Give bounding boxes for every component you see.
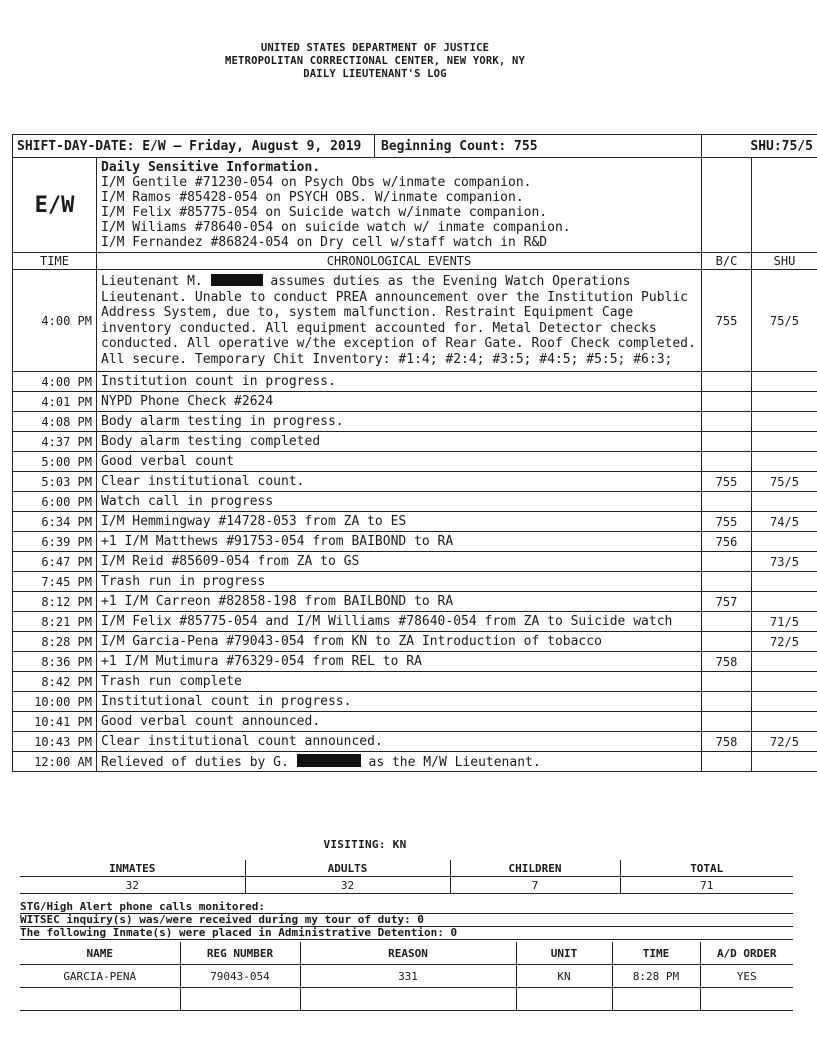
entry-shu: 72/5	[752, 732, 817, 752]
entry-shu	[752, 392, 817, 412]
visiting-value: 7	[450, 877, 620, 894]
entry-time: 4:37 PM	[13, 432, 97, 452]
admin-row	[20, 988, 793, 1011]
last-entry-row	[13, 752, 817, 772]
event-row	[13, 532, 817, 552]
visiting-value: 32	[20, 877, 245, 894]
entry-time: 4:01 PM	[13, 392, 97, 412]
entry-shu: 75/5	[752, 270, 817, 372]
entry-text: I/M Hemmingway #14728-053 from ZA to ES	[97, 512, 702, 532]
redaction-box	[297, 754, 361, 767]
entry-time: 8:42 PM	[13, 672, 97, 692]
entry-bc	[702, 752, 752, 772]
entry-shu	[752, 432, 817, 452]
facility-title: METROPOLITAN CORRECTIONAL CENTER, NEW YORK, NY	[225, 55, 525, 67]
tour-notes	[20, 901, 793, 940]
entry-text: +1 I/M Carreon #82858-198 from BAILBOND to RA	[97, 592, 702, 612]
entry-bc: 757	[702, 592, 752, 612]
entry-text-end: assumes duties as the Evening Watch Operations Lieutenant. Unable to conduct PREA announcement over the Institution Public Address System, due to, system malfunction. Restraint Equipment Cage inventory conducted. All equipment accounted for. Metal Detector checks conducted. All operative w/the exception of Rear Gate. Roof Check completed. All secure. Temporary Chit Inventory: #1:4; #2:4; #3:5; #4:5; #5:5; #6:3;	[101, 274, 696, 367]
entry-bc	[702, 392, 752, 412]
event-row	[13, 432, 817, 452]
entry-shu	[752, 532, 817, 552]
visiting-title: VISITING: KN	[323, 838, 407, 851]
admin-cell	[700, 988, 793, 1011]
visiting-header: INMATES	[20, 860, 245, 877]
entry-text: +1 I/M Mutimura #76329-054 from REL to RA	[97, 652, 702, 672]
entry-bc: 758	[702, 652, 752, 672]
entry-text: Clear institutional count announced.	[97, 732, 702, 752]
log-title: DAILY LIEUTENANT'S LOG	[303, 68, 447, 80]
event-row	[13, 552, 817, 572]
admin-cell: YES	[700, 965, 793, 988]
entry-text-start: Lieutenant M.	[101, 274, 203, 289]
entry-text: Body alarm testing in progress.	[97, 412, 702, 432]
entry-time: 5:00 PM	[13, 452, 97, 472]
sensitive-info	[97, 158, 702, 253]
entry-bc: 755	[702, 472, 752, 492]
watch-label: E/W	[13, 158, 97, 253]
entry-bc	[702, 432, 752, 452]
entry-bc	[702, 632, 752, 652]
admin-header: TIME	[612, 942, 700, 965]
shift-row	[13, 135, 817, 158]
admin-cell: GARCIA-PENA	[20, 965, 180, 988]
entry-text	[97, 752, 702, 772]
column-header-row	[13, 253, 817, 270]
entry-time: 8:36 PM	[13, 652, 97, 672]
time-column-header: TIME	[13, 253, 97, 270]
entry-time: 6:34 PM	[13, 512, 97, 532]
sensitive-line: I/M Ramos #85428-054 on PSYCH OBS. W/inmate companion.	[101, 190, 524, 205]
admin-header: UNIT	[516, 942, 612, 965]
first-entry-row	[13, 270, 817, 372]
entry-text: NYPD Phone Check #2624	[97, 392, 702, 412]
entry-shu: 75/5	[752, 472, 817, 492]
entry-shu	[752, 372, 817, 392]
entry-shu: 71/5	[752, 612, 817, 632]
entry-time: 8:28 PM	[13, 632, 97, 652]
redaction-box	[211, 274, 263, 286]
entry-time: 4:08 PM	[13, 412, 97, 432]
entry-time: 10:43 PM	[13, 732, 97, 752]
entry-text: +1 I/M Matthews #91753-054 from BAIBOND to RA	[97, 532, 702, 552]
admin-detention-note: The following Inmate(s) were placed in Administrative Detention: 0	[20, 927, 793, 940]
visiting-value: 71	[620, 877, 793, 894]
event-row	[13, 572, 817, 592]
entry-text: Good verbal count	[97, 452, 702, 472]
entry-time: 4:00 PM	[13, 372, 97, 392]
entry-text: Institution count in progress.	[97, 372, 702, 392]
event-row	[13, 712, 817, 732]
event-row	[13, 732, 817, 752]
sensitive-line: I/M Felix #85775-054 on Suicide watch w/inmate companion.	[101, 205, 548, 220]
event-row	[13, 652, 817, 672]
admin-header-row	[20, 942, 793, 965]
entry-shu: 72/5	[752, 632, 817, 652]
log-table	[12, 134, 817, 772]
entry-shu	[752, 452, 817, 472]
entry-bc	[702, 712, 752, 732]
entry-time: 7:45 PM	[13, 572, 97, 592]
entry-text: Trash run complete	[97, 672, 702, 692]
entry-shu	[752, 692, 817, 712]
entry-bc	[702, 692, 752, 712]
entry-text-end: as the M/W Lieutenant.	[368, 754, 541, 770]
visiting-value-row	[20, 877, 793, 894]
bc-column-header: B/C	[702, 253, 752, 270]
entry-shu	[752, 492, 817, 512]
entry-text: Trash run in progress	[97, 572, 702, 592]
admin-cell: 79043-054	[180, 965, 300, 988]
visiting-header: CHILDREN	[450, 860, 620, 877]
event-row	[13, 692, 817, 712]
department-title: UNITED STATES DEPARTMENT OF JUSTICE	[260, 42, 490, 54]
event-row	[13, 392, 817, 412]
shu-column-header: SHU	[752, 253, 817, 270]
sensitive-row	[13, 158, 817, 253]
event-row	[13, 632, 817, 652]
event-rows	[13, 372, 817, 752]
admin-detention-table	[20, 942, 793, 1011]
entry-bc	[702, 552, 752, 572]
entry-text: Institutional count in progress.	[97, 692, 702, 712]
entry-text: Watch call in progress	[97, 492, 702, 512]
entry-shu	[752, 412, 817, 432]
shu-count: SHU:75/5	[702, 135, 817, 158]
entry-text	[97, 270, 702, 372]
admin-cell	[180, 988, 300, 1011]
entry-text: Good verbal count announced.	[97, 712, 702, 732]
admin-header: REG NUMBER	[180, 942, 300, 965]
admin-cell: 8:28 PM	[612, 965, 700, 988]
entry-time: 10:00 PM	[13, 692, 97, 712]
entry-time: 8:12 PM	[13, 592, 97, 612]
entry-bc: 756	[702, 532, 752, 552]
document-header	[0, 42, 750, 81]
entry-time: 10:41 PM	[13, 712, 97, 732]
witsec-note: WITSEC inquiry(s) was/were received during my tour of duty: 0	[20, 914, 793, 927]
entry-bc	[702, 492, 752, 512]
shift-day-date: SHIFT-DAY-DATE: E/W – Friday, August 9, 2019	[13, 135, 375, 158]
entry-time: 8:21 PM	[13, 612, 97, 632]
event-row	[13, 492, 817, 512]
admin-cell: 331	[300, 965, 516, 988]
entry-text: I/M Felix #85775-054 and I/M Williams #78640-054 from ZA to Suicide watch	[97, 612, 702, 632]
admin-row	[20, 965, 793, 988]
admin-header: REASON	[300, 942, 516, 965]
event-row	[13, 452, 817, 472]
sensitive-line: I/M Wiliams #78640-054 on suicide watch w/ inmate companion.	[101, 220, 571, 235]
admin-cell	[612, 988, 700, 1011]
entry-shu: 73/5	[752, 552, 817, 572]
sensitive-line: I/M Gentile #71230-054 on Psych Obs w/inmate companion.	[101, 175, 532, 190]
entry-bc	[702, 612, 752, 632]
entry-bc: 755	[702, 270, 752, 372]
beginning-count: Beginning Count: 755	[375, 135, 702, 158]
entry-time: 12:00 AM	[13, 752, 97, 772]
admin-cell	[20, 988, 180, 1011]
event-row	[13, 412, 817, 432]
entry-bc	[702, 452, 752, 472]
event-row	[13, 612, 817, 632]
entry-time: 6:47 PM	[13, 552, 97, 572]
entry-shu	[752, 572, 817, 592]
entry-time: 5:03 PM	[13, 472, 97, 492]
entry-bc	[702, 412, 752, 432]
admin-cell: KN	[516, 965, 612, 988]
entry-bc: 758	[702, 732, 752, 752]
entry-text: Clear institutional count.	[97, 472, 702, 492]
event-row	[13, 372, 817, 392]
event-row	[13, 512, 817, 532]
entry-bc: 755	[702, 512, 752, 532]
admin-header: NAME	[20, 942, 180, 965]
entry-shu	[752, 712, 817, 732]
entry-bc	[702, 572, 752, 592]
stg-note: STG/High Alert phone calls monitored:	[20, 901, 793, 914]
sensitive-line: I/M Fernandez #86824-054 on Dry cell w/staff watch in R&D	[101, 235, 548, 250]
admin-cell	[516, 988, 612, 1011]
visiting-header: TOTAL	[620, 860, 793, 877]
event-row	[13, 592, 817, 612]
visiting-table	[20, 860, 793, 894]
entry-time: 6:39 PM	[13, 532, 97, 552]
entry-shu	[752, 672, 817, 692]
event-row	[13, 672, 817, 692]
events-column-header: CHRONOLOGICAL EVENTS	[97, 253, 702, 270]
sensitive-title: Daily Sensitive Information.	[101, 160, 321, 175]
entry-bc	[702, 672, 752, 692]
visiting-header: ADULTS	[245, 860, 450, 877]
entry-text: I/M Reid #85609-054 from ZA to GS	[97, 552, 702, 572]
entry-bc	[702, 372, 752, 392]
entry-text: I/M Garcia-Pena #79043-054 from KN to ZA Introduction of tobacco	[97, 632, 702, 652]
admin-cell	[300, 988, 516, 1011]
entry-text: Body alarm testing completed	[97, 432, 702, 452]
entry-shu: 74/5	[752, 512, 817, 532]
entry-text-start: Relieved of duties by G.	[101, 754, 289, 770]
visiting-header-row	[20, 860, 793, 877]
event-row	[13, 472, 817, 492]
entry-shu	[752, 592, 817, 612]
entry-shu	[752, 652, 817, 672]
entry-time: 4:00 PM	[13, 270, 97, 372]
entry-time: 6:00 PM	[13, 492, 97, 512]
admin-header: A/D ORDER	[700, 942, 793, 965]
entry-shu	[752, 752, 817, 772]
visiting-value: 32	[245, 877, 450, 894]
